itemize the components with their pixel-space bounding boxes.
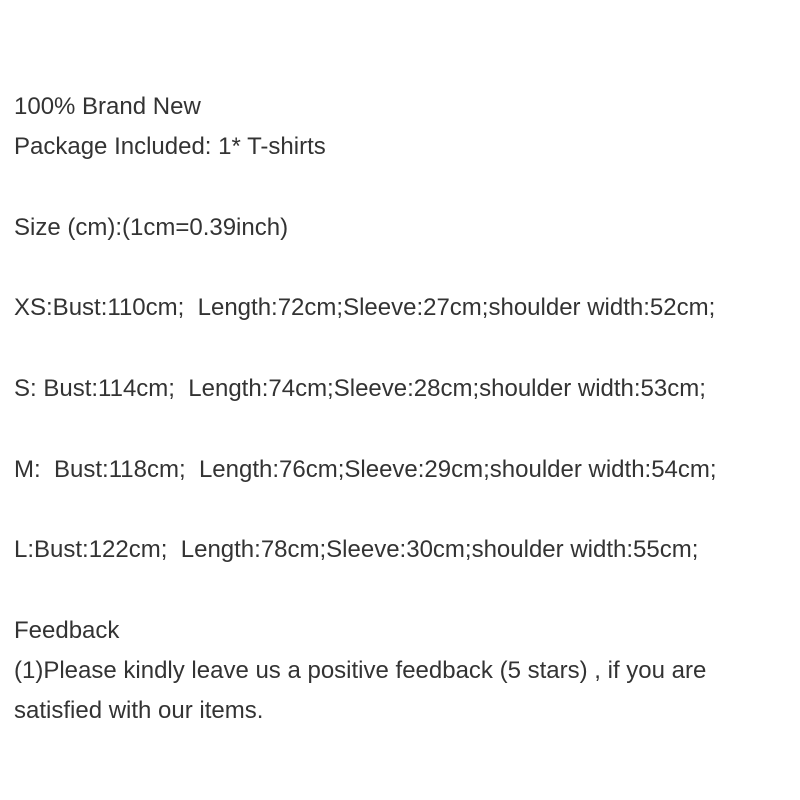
spacer — [14, 168, 800, 208]
feedback-heading: Feedback — [14, 616, 120, 644]
spacer — [14, 409, 800, 449]
spacer — [14, 571, 800, 611]
size-l: L:Bust:122cm; Length:78cm;Sleeve:30cm;shoulder width:55cm; — [14, 536, 699, 564]
size-m: M: Bust:118cm; Length:76cm;Sleeve:29cm;shoulder width:54cm; — [14, 455, 717, 483]
size-xs: XS:Bust:110cm; Length:72cm;Sleeve:27cm;shoulder width:52cm; — [14, 294, 716, 322]
spacer — [14, 329, 800, 369]
size-s: S: Bust:114cm; Length:74cm;Sleeve:28cm;shoulder width:53cm; — [14, 375, 706, 403]
feedback-text-2: satisfied with our items. — [14, 697, 264, 725]
brand-new-text: 100% Brand New — [14, 93, 201, 120]
package-included-text: Package Included: 1* T-shirts — [14, 133, 326, 161]
spacer — [14, 490, 800, 530]
spacer — [14, 248, 800, 288]
size-heading: Size (cm):(1cm=0.39inch) — [14, 213, 289, 241]
feedback-text-1: (1)Please kindly leave us a positive feedback (5 stars) , if you are — [14, 657, 707, 685]
